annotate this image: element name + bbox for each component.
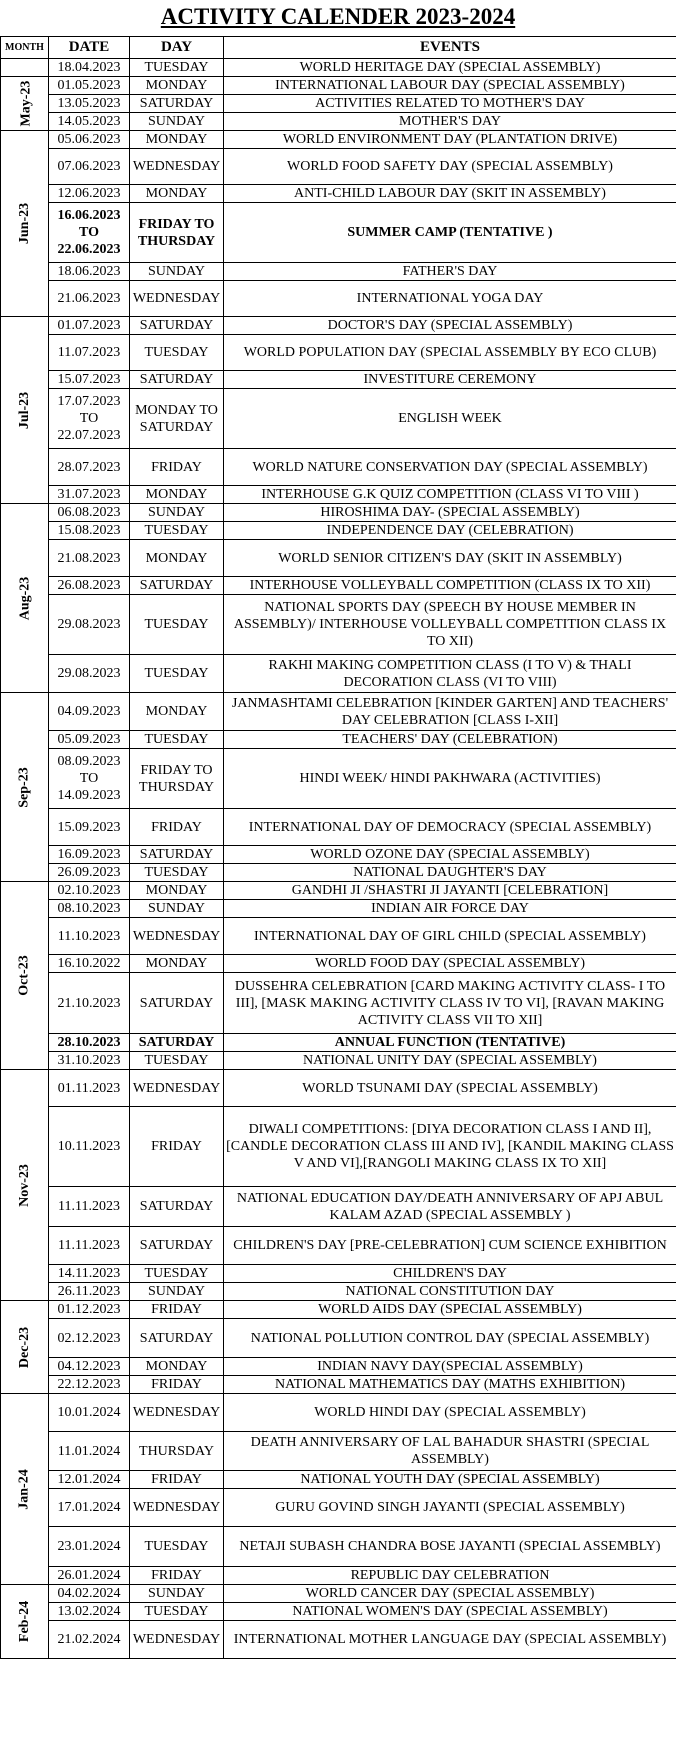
month-cell: [1, 131, 49, 317]
day-cell: FRIDAY: [130, 1471, 224, 1489]
table-row: [1, 1489, 676, 1527]
table-row: [1, 1471, 676, 1489]
date-cell: 17.07.2023 TO 22.07.2023: [49, 389, 130, 449]
day-cell: SATURDAY: [130, 95, 224, 113]
event-cell: ANNUAL FUNCTION (TENTATIVE): [224, 1034, 676, 1052]
event-cell: ENGLISH WEEK: [224, 389, 676, 449]
table-row: [1, 281, 676, 317]
event-cell: GURU GOVIND SINGH JAYANTI (SPECIAL ASSEMBLY): [224, 1489, 676, 1527]
date-cell: 28.10.2023: [49, 1034, 130, 1052]
month-cell: [1, 882, 49, 1070]
date-cell: 11.10.2023: [49, 918, 130, 955]
date-cell: 04.09.2023: [49, 693, 130, 731]
date-cell: 11.11.2023: [49, 1227, 130, 1265]
day-cell: TUESDAY: [130, 1265, 224, 1283]
table-row: [1, 1227, 676, 1265]
table-row: [1, 1567, 676, 1585]
day-cell: SATURDAY: [130, 973, 224, 1034]
event-cell: NATIONAL EDUCATION DAY/DEATH ANNIVERSARY OF APJ ABUL KALAM AZAD (SPECIAL ASSEMBLY ): [224, 1187, 676, 1227]
day-cell: MONDAY: [130, 486, 224, 504]
day-cell: MONDAY: [130, 693, 224, 731]
event-cell: NATIONAL YOUTH DAY (SPECIAL ASSEMBLY): [224, 1471, 676, 1489]
month-label: May-23: [18, 80, 34, 127]
day-cell: FRIDAY TO THURSDAY: [130, 203, 224, 263]
event-cell: INTERHOUSE VOLLEYBALL COMPETITION (CLASS IX TO XII): [224, 577, 676, 595]
day-cell: WEDNESDAY: [130, 1394, 224, 1432]
date-cell: 06.08.2023: [49, 504, 130, 522]
event-cell: CHILDREN'S DAY [PRE-CELEBRATION] CUM SCIENCE EXHIBITION: [224, 1227, 676, 1265]
day-cell: FRIDAY TO THURSDAY: [130, 749, 224, 809]
table-row: [1, 1319, 676, 1358]
event-cell: HIROSHIMA DAY- (SPECIAL ASSEMBLY): [224, 504, 676, 522]
table-row: [1, 540, 676, 577]
day-cell: THURSDAY: [130, 1432, 224, 1471]
month-cell: [1, 59, 49, 77]
table-row: [1, 731, 676, 749]
day-cell: MONDAY: [130, 540, 224, 577]
event-cell: DOCTOR'S DAY (SPECIAL ASSEMBLY): [224, 317, 676, 335]
date-cell: 01.05.2023: [49, 77, 130, 95]
day-cell: SATURDAY: [130, 846, 224, 864]
day-cell: SATURDAY: [130, 1034, 224, 1052]
date-cell: 02.10.2023: [49, 882, 130, 900]
month-cell: [1, 77, 49, 131]
date-cell: 18.04.2023: [49, 59, 130, 77]
day-cell: FRIDAY: [130, 809, 224, 846]
day-cell: SUNDAY: [130, 113, 224, 131]
date-cell: 31.07.2023: [49, 486, 130, 504]
event-cell: WORLD ENVIRONMENT DAY (PLANTATION DRIVE): [224, 131, 676, 149]
event-cell: WORLD SENIOR CITIZEN'S DAY (SKIT IN ASSEMBLY): [224, 540, 676, 577]
event-cell: JANMASHTAMI CELEBRATION [KINDER GARTEN] AND TEACHERS' DAY CELEBRATION [CLASS I-XII]: [224, 693, 676, 731]
table-row: [1, 131, 676, 149]
table-row: [1, 1527, 676, 1567]
table-row: [1, 918, 676, 955]
month-label: Feb-24: [17, 1600, 32, 1643]
table-row: [1, 1070, 676, 1107]
event-cell: NATIONAL DAUGHTER'S DAY: [224, 864, 676, 882]
day-cell: TUESDAY: [130, 59, 224, 77]
date-cell: 07.06.2023: [49, 149, 130, 185]
month-label: Oct-23: [17, 955, 32, 996]
event-cell: NETAJI SUBASH CHANDRA BOSE JAYANTI (SPECIAL ASSEMBLY): [224, 1527, 676, 1567]
day-cell: SUNDAY: [130, 900, 224, 918]
calendar-body: [1, 59, 676, 1659]
day-cell: MONDAY: [130, 882, 224, 900]
date-cell: 29.08.2023: [49, 595, 130, 655]
date-cell: 16.06.2023 TO 22.06.2023: [49, 203, 130, 263]
header-date: DATE: [49, 37, 130, 59]
day-cell: FRIDAY: [130, 1567, 224, 1585]
date-cell: 16.09.2023: [49, 846, 130, 864]
date-cell: 29.08.2023: [49, 655, 130, 693]
day-cell: WEDNESDAY: [130, 918, 224, 955]
day-cell: MONDAY: [130, 955, 224, 973]
date-cell: 08.10.2023: [49, 900, 130, 918]
day-cell: MONDAY TO SATURDAY: [130, 389, 224, 449]
date-cell: 15.08.2023: [49, 522, 130, 540]
month-label: Aug-23: [17, 576, 33, 620]
event-cell: NATIONAL CONSTITUTION DAY: [224, 1283, 676, 1301]
table-row: [1, 973, 676, 1034]
month-label: Jul-23: [17, 391, 32, 429]
table-row: [1, 1034, 676, 1052]
event-cell: WORLD NATURE CONSERVATION DAY (SPECIAL ASSEMBLY): [224, 449, 676, 486]
date-cell: 21.02.2024: [49, 1621, 130, 1659]
table-row: [1, 449, 676, 486]
event-cell: WORLD TSUNAMI DAY (SPECIAL ASSEMBLY): [224, 1070, 676, 1107]
month-cell: [1, 1301, 49, 1394]
header-events: EVENTS: [224, 37, 676, 59]
header-day: DAY: [130, 37, 224, 59]
day-cell: TUESDAY: [130, 335, 224, 371]
event-cell: DIWALI COMPETITIONS: [DIYA DECORATION CLASS I AND II], [CANDLE DECORATION CLASS III AND IV], [KANDIL MAKING CLASS V AND VI],[RANGOLI MAKING CLASS IX TO XII]: [224, 1107, 676, 1187]
event-cell: REPUBLIC DAY CELEBRATION: [224, 1567, 676, 1585]
day-cell: SUNDAY: [130, 263, 224, 281]
event-cell: INTERNATIONAL YOGA DAY: [224, 281, 676, 317]
event-cell: FATHER'S DAY: [224, 263, 676, 281]
day-cell: SUNDAY: [130, 504, 224, 522]
day-cell: WEDNESDAY: [130, 1070, 224, 1107]
event-cell: ACTIVITIES RELATED TO MOTHER'S DAY: [224, 95, 676, 113]
day-cell: FRIDAY: [130, 1107, 224, 1187]
table-row: [1, 655, 676, 693]
month-cell: [1, 1394, 49, 1585]
day-cell: TUESDAY: [130, 1052, 224, 1070]
event-cell: CHILDREN'S DAY: [224, 1265, 676, 1283]
table-row: [1, 1187, 676, 1227]
event-cell: ANTI-CHILD LABOUR DAY (SKIT IN ASSEMBLY): [224, 185, 676, 203]
day-cell: TUESDAY: [130, 655, 224, 693]
event-cell: WORLD CANCER DAY (SPECIAL ASSEMBLY): [224, 1585, 676, 1603]
table-row: [1, 113, 676, 131]
table-row: [1, 693, 676, 731]
date-cell: 11.07.2023: [49, 335, 130, 371]
date-cell: 16.10.2022: [49, 955, 130, 973]
day-cell: SUNDAY: [130, 1283, 224, 1301]
day-cell: SATURDAY: [130, 1319, 224, 1358]
table-row: [1, 504, 676, 522]
event-cell: WORLD AIDS DAY (SPECIAL ASSEMBLY): [224, 1301, 676, 1319]
table-row: [1, 1107, 676, 1187]
day-cell: WEDNESDAY: [130, 149, 224, 185]
day-cell: SATURDAY: [130, 1187, 224, 1227]
date-cell: 14.11.2023: [49, 1265, 130, 1283]
table-row: [1, 95, 676, 113]
table-row: [1, 1432, 676, 1471]
day-cell: SUNDAY: [130, 1585, 224, 1603]
date-cell: 04.12.2023: [49, 1358, 130, 1376]
date-cell: 26.09.2023: [49, 864, 130, 882]
event-cell: INDIAN NAVY DAY(SPECIAL ASSEMBLY): [224, 1358, 676, 1376]
table-row: [1, 1621, 676, 1659]
event-cell: WORLD HERITAGE DAY (SPECIAL ASSEMBLY): [224, 59, 676, 77]
table-row: [1, 335, 676, 371]
day-cell: TUESDAY: [130, 595, 224, 655]
page-title: ACTIVITY CALENDER 2023-2024: [160, 4, 516, 29]
table-row: [1, 1301, 676, 1319]
table-row: [1, 1603, 676, 1621]
month-cell: [1, 317, 49, 504]
day-cell: TUESDAY: [130, 522, 224, 540]
day-cell: SATURDAY: [130, 371, 224, 389]
date-cell: 22.12.2023: [49, 1376, 130, 1394]
event-cell: INTERHOUSE G.K QUIZ COMPETITION (CLASS VI TO VIII ): [224, 486, 676, 504]
table-row: [1, 1358, 676, 1376]
day-cell: WEDNESDAY: [130, 1489, 224, 1527]
table-row: [1, 1283, 676, 1301]
date-cell: 05.09.2023: [49, 731, 130, 749]
table-row: [1, 203, 676, 263]
table-row: [1, 882, 676, 900]
month-label: Jun-23: [16, 202, 32, 245]
day-cell: TUESDAY: [130, 864, 224, 882]
date-cell: 21.10.2023: [49, 973, 130, 1034]
date-cell: 15.09.2023: [49, 809, 130, 846]
date-cell: 11.01.2024: [49, 1432, 130, 1471]
day-cell: FRIDAY: [130, 1301, 224, 1319]
table-row: [1, 595, 676, 655]
month-label: Dec-23: [16, 1326, 32, 1368]
date-cell: 01.11.2023: [49, 1070, 130, 1107]
day-cell: TUESDAY: [130, 731, 224, 749]
date-cell: 28.07.2023: [49, 449, 130, 486]
event-cell: INDIAN AIR FORCE DAY: [224, 900, 676, 918]
table-row: [1, 185, 676, 203]
date-cell: 21.08.2023: [49, 540, 130, 577]
event-cell: NATIONAL POLLUTION CONTROL DAY (SPECIAL ASSEMBLY): [224, 1319, 676, 1358]
event-cell: INTERNATIONAL DAY OF DEMOCRACY (SPECIAL ASSEMBLY): [224, 809, 676, 846]
month-label: Sep-23: [16, 766, 32, 808]
event-cell: WORLD FOOD DAY (SPECIAL ASSEMBLY): [224, 955, 676, 973]
date-cell: 10.11.2023: [49, 1107, 130, 1187]
event-cell: DUSSEHRA CELEBRATION [CARD MAKING ACTIVITY CLASS- I TO III], [MASK MAKING ACTIVITY CLASS IV TO VI], [RAVAN MAKING ACTIVITY CLASS VII TO XII]: [224, 973, 676, 1034]
date-cell: 11.11.2023: [49, 1187, 130, 1227]
event-cell: INTERNATIONAL LABOUR DAY (SPECIAL ASSEMBLY): [224, 77, 676, 95]
event-cell: RAKHI MAKING COMPETITION CLASS (I TO V) & THALI DECORATION CLASS (VI TO VIII): [224, 655, 676, 693]
table-row: [1, 1394, 676, 1432]
event-cell: INVESTITURE CEREMONY: [224, 371, 676, 389]
day-cell: SATURDAY: [130, 1227, 224, 1265]
day-cell: TUESDAY: [130, 1527, 224, 1567]
event-cell: NATIONAL WOMEN'S DAY (SPECIAL ASSEMBLY): [224, 1603, 676, 1621]
day-cell: SATURDAY: [130, 317, 224, 335]
event-cell: INDEPENDENCE DAY (CELEBRATION): [224, 522, 676, 540]
day-cell: MONDAY: [130, 77, 224, 95]
event-cell: NATIONAL SPORTS DAY (SPEECH BY HOUSE MEMBER IN ASSEMBLY)/ INTERHOUSE VOLLEYBALL COMPETITION CLASS IX TO XII): [224, 595, 676, 655]
date-cell: 21.06.2023: [49, 281, 130, 317]
table-row: [1, 149, 676, 185]
day-cell: TUESDAY: [130, 1603, 224, 1621]
table-row: [1, 522, 676, 540]
date-cell: 23.01.2024: [49, 1527, 130, 1567]
table-row: [1, 77, 676, 95]
day-cell: MONDAY: [130, 1358, 224, 1376]
date-cell: 12.06.2023: [49, 185, 130, 203]
date-cell: 26.01.2024: [49, 1567, 130, 1585]
table-row: [1, 1265, 676, 1283]
date-cell: 14.05.2023: [49, 113, 130, 131]
day-cell: MONDAY: [130, 185, 224, 203]
event-cell: HINDI WEEK/ HINDI PAKHWARA (ACTIVITIES): [224, 749, 676, 809]
event-cell: SUMMER CAMP (TENTATIVE ): [224, 203, 676, 263]
month-label: Jan-24: [16, 1468, 32, 1510]
date-cell: 01.12.2023: [49, 1301, 130, 1319]
month-cell: [1, 693, 49, 882]
event-cell: WORLD HINDI DAY (SPECIAL ASSEMBLY): [224, 1394, 676, 1432]
date-cell: 01.07.2023: [49, 317, 130, 335]
date-cell: 05.06.2023: [49, 131, 130, 149]
activity-calendar-table: [0, 36, 676, 1659]
month-label: Nov-23: [17, 1163, 32, 1207]
date-cell: 15.07.2023: [49, 371, 130, 389]
date-cell: 26.08.2023: [49, 577, 130, 595]
month-cell: [1, 1070, 49, 1301]
date-cell: 17.01.2024: [49, 1489, 130, 1527]
event-cell: WORLD FOOD SAFETY DAY (SPECIAL ASSEMBLY): [224, 149, 676, 185]
month-cell: [1, 504, 49, 693]
date-cell: 31.10.2023: [49, 1052, 130, 1070]
date-cell: 13.02.2024: [49, 1603, 130, 1621]
event-cell: INTERNATIONAL MOTHER LANGUAGE DAY (SPECIAL ASSEMBLY): [224, 1621, 676, 1659]
table-row: [1, 955, 676, 973]
header-month: MONTH: [1, 37, 49, 59]
date-cell: 04.02.2024: [49, 1585, 130, 1603]
day-cell: WEDNESDAY: [130, 1621, 224, 1659]
event-cell: NATIONAL MATHEMATICS DAY (MATHS EXHIBITION): [224, 1376, 676, 1394]
table-row: [1, 809, 676, 846]
day-cell: FRIDAY: [130, 1376, 224, 1394]
table-row: [1, 317, 676, 335]
day-cell: WEDNESDAY: [130, 281, 224, 317]
table-row: [1, 486, 676, 504]
month-cell: [1, 1585, 49, 1659]
date-cell: 13.05.2023: [49, 95, 130, 113]
date-cell: 18.06.2023: [49, 263, 130, 281]
table-row: [1, 846, 676, 864]
event-cell: INTERNATIONAL DAY OF GIRL CHILD (SPECIAL ASSEMBLY): [224, 918, 676, 955]
date-cell: 08.09.2023 TO 14.09.2023: [49, 749, 130, 809]
table-row: [1, 864, 676, 882]
header-row: [1, 37, 676, 59]
date-cell: 12.01.2024: [49, 1471, 130, 1489]
date-cell: 10.01.2024: [49, 1394, 130, 1432]
table-row: [1, 900, 676, 918]
table-row: [1, 577, 676, 595]
day-cell: MONDAY: [130, 131, 224, 149]
table-row: [1, 371, 676, 389]
event-cell: TEACHERS' DAY (CELEBRATION): [224, 731, 676, 749]
day-cell: SATURDAY: [130, 577, 224, 595]
event-cell: NATIONAL UNITY DAY (SPECIAL ASSEMBLY): [224, 1052, 676, 1070]
event-cell: WORLD OZONE DAY (SPECIAL ASSEMBLY): [224, 846, 676, 864]
event-cell: MOTHER'S DAY: [224, 113, 676, 131]
table-row: [1, 1376, 676, 1394]
date-cell: 02.12.2023: [49, 1319, 130, 1358]
table-row: [1, 389, 676, 449]
table-row: [1, 1052, 676, 1070]
event-cell: GANDHI JI /SHASTRI JI JAYANTI [CELEBRATION]: [224, 882, 676, 900]
event-cell: WORLD POPULATION DAY (SPECIAL ASSEMBLY BY ECO CLUB): [224, 335, 676, 371]
table-row: [1, 263, 676, 281]
table-row: [1, 1585, 676, 1603]
day-cell: FRIDAY: [130, 449, 224, 486]
table-row: [1, 59, 676, 77]
table-row: [1, 749, 676, 809]
event-cell: DEATH ANNIVERSARY OF LAL BAHADUR SHASTRI (SPECIAL ASSEMBLY): [224, 1432, 676, 1471]
date-cell: 26.11.2023: [49, 1283, 130, 1301]
